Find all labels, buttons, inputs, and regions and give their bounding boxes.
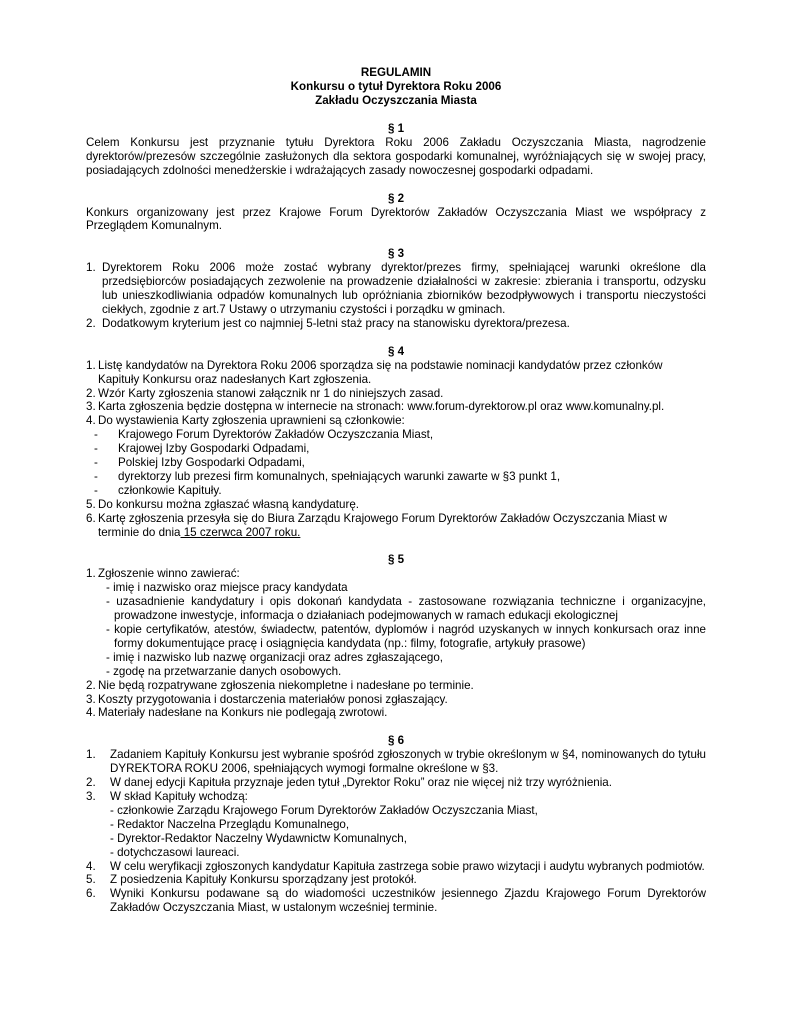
section-4-title: § 4: [387, 344, 405, 358]
list-item-number: 5.: [86, 873, 96, 887]
list-item-number: 4.: [86, 859, 96, 873]
dash-list-item: [86, 442, 706, 456]
list-item: [86, 776, 706, 790]
submission-text: Kartę zgłoszenia przesyła się do Biura Zarządu Krajowego Forum Dyrektorów Zakładów Oczyszczania Miast w terminie do dnia: [98, 511, 667, 539]
document-title: REGULAMIN: [360, 66, 432, 79]
sub-list-item: - członkowie Zarządu Krajowego Forum Dyrektorów Zakładów Oczyszczania Miast,: [110, 803, 538, 817]
deadline-date: 15 czerwca 2007 roku.: [180, 525, 301, 539]
list-item-text: Wyniki Konkursu podawane są do wiadomości uczestników jesiennego Zjazdu Krajowego Forum Dyrektorów Zakładów Oczyszczania Miast, w ustalonym wcześniej terminie.: [110, 887, 706, 915]
list-item: [86, 400, 706, 414]
list-item-text: Zgłoszenie winno zawierać:: [98, 567, 240, 581]
sub-list-item: - dotychczasowi laureaci.: [110, 845, 240, 859]
document-header: [86, 66, 706, 108]
list-item-text: [98, 512, 706, 540]
list-item: [86, 873, 706, 887]
list-item-text: Karta zgłoszenia będzie dostępna w internecie na stronach: www.forum-dyrektorow.pl oraz www.komunalny.pl.: [98, 400, 665, 414]
list-item: [86, 567, 706, 581]
section-6-list: [86, 748, 706, 915]
dash-bullet: -: [94, 483, 98, 497]
dash-list-text: Polskiej Izby Gospodarki Odpadami,: [118, 456, 305, 470]
section-1-title: § 1: [387, 122, 405, 135]
list-item-text: W celu weryfikacji zgłoszonych kandydatur Kapituła zastrzega sobie prawo wizytacji i audytu wybranych podmiotów.: [110, 859, 705, 873]
list-item-number: 1.: [86, 748, 96, 762]
sub-list-item: - kopie certyfikatów, atestów, świadectw, patentów, dyplomów i nagród uzyskanych w innych konkursach oraz inne formy dokumentujące pracę i osiągnięcia kandydata (np.: filmy, fotografie, artykuły prasowe): [106, 623, 706, 650]
list-item-text: Dodatkowym kryterium jest co najmniej 5-letni staż pracy na stanowisku dyrektora/prezesa.: [102, 316, 570, 330]
list-item-text: Wzór Karty zgłoszenia stanowi załącznik nr 1 do niniejszych zasad.: [98, 386, 444, 400]
list-item-number: 6.: [86, 887, 96, 901]
list-item: [86, 748, 706, 776]
list-item-text: Dyrektorem Roku 2006 może zostać wybrany dyrektor/prezes firmy, spełniającej warunki określone dla przedsiębiorców posiadających zezwolenie na prowadzenie działalności w zakresie: zbierania i transportu, odzysku lub unieszkodliwiania odpadów komunalnych lub opróżniania zbiorników bezodpływowych i transportu nieczystości ciekłych, zgodnie z art.7 Ustawy o utrzymaniu czystości i porządku w gminach.: [102, 261, 706, 316]
list-item-text: Koszty przygotowania i dostarczenia materiałów ponosi zgłaszający.: [98, 692, 448, 706]
dash-list-item: [86, 470, 706, 484]
list-item-number: 6.: [86, 511, 96, 525]
list-item: [86, 860, 706, 874]
list-item-text: W danej edycji Kapituła przyznaje jeden tytuł „Dyrektor Roku” oraz nie więcej niż trzy wyróżnienia.: [110, 776, 612, 790]
document-page: [86, 66, 706, 915]
list-item: [86, 414, 706, 428]
list-item: [86, 317, 706, 331]
list-item-number: 1.: [86, 567, 96, 581]
list-item: [86, 706, 706, 720]
list-item-text: Do konkursu można zgłaszać własną kandydaturę.: [98, 497, 359, 511]
list-item-number: 1.: [86, 261, 96, 275]
section-3-title: § 3: [387, 247, 405, 261]
list-item-text: Materiały nadesłane na Konkurs nie podlegają zwrotowi.: [98, 706, 388, 720]
section-4-list: [86, 359, 706, 540]
list-item: [86, 498, 706, 512]
sub-list-item: - imię i nazwisko oraz miejsce pracy kandydata: [106, 581, 348, 595]
list-item-number: 2.: [86, 316, 96, 330]
list-item-number: 2.: [86, 776, 96, 790]
section-5-title: § 5: [387, 553, 405, 567]
list-item-text: Zadaniem Kapituły Konkursu jest wybranie spośród zgłoszonych w trybie określonym w §4, nominowanych do tytułu DYREKTORA ROKU 2006, spełniających wymogi formalne określone w §3.: [110, 748, 706, 776]
dash-list-text: członkowie Kapituły.: [118, 483, 222, 497]
section-2-text: Konkurs organizowany jest przez Krajowe Forum Dyrektorów Zakładów Oczyszczania Miast we współpracy z Przeglądem Komunalnym.: [86, 205, 706, 233]
list-item-number: 4.: [86, 706, 96, 720]
list-item: [86, 679, 706, 693]
list-item-number: 2.: [86, 386, 96, 400]
section-1-text: Celem Konkursu jest przyznanie tytułu Dyrektora Roku 2006 Zakładu Oczyszczania Miasta, nagrodzenie dyrektorów/prezesów szczególnie zasłużonych dla sektora gospodarki komunalnej, wyróżniających się w swojej pracy, posiadających zdolności menedżerskie i wdrażających zasady nowoczesnej gospodarki odpadami.: [86, 135, 706, 177]
section-6-title: § 6: [387, 734, 405, 748]
section-2-title: § 2: [387, 191, 405, 205]
list-item-number: 4.: [86, 414, 96, 428]
sub-list-item: - zgodę na przetwarzanie danych osobowych.: [106, 664, 342, 678]
document-subtitle: Konkursu o tytuł Dyrektora Roku 2006: [290, 80, 502, 93]
dash-list-item: [86, 428, 706, 442]
list-item: [86, 790, 706, 804]
list-item-text: Listę kandydatów na Dyrektora Roku 2006 sporządza się na podstawie nominacji kandydatów przez członków Kapituły Konkursu oraz nadesłanych Kart zgłoszenia.: [98, 358, 663, 386]
document-subtitle-2: Zakładu Oczyszczania Miasta: [315, 94, 477, 107]
section-3-list: [86, 261, 706, 331]
dash-list-item: [86, 484, 706, 498]
list-item-number: 2.: [86, 678, 96, 692]
section-5-list: [86, 567, 706, 720]
list-item-number: 1.: [86, 358, 96, 372]
dash-bullet: -: [94, 456, 98, 470]
dash-bullet: -: [94, 442, 98, 456]
list-item: [86, 512, 706, 540]
dash-list-text: Krajowej Izby Gospodarki Odpadami,: [118, 442, 310, 456]
sub-list-item: - Dyrektor-Redaktor Naczelny Wydawnictw Komunalnych,: [110, 831, 407, 845]
list-item: [86, 387, 706, 401]
sub-list-item: - imię i nazwisko lub nazwę organizacji oraz adres zgłaszającego,: [106, 650, 444, 664]
dash-list-item: [86, 456, 706, 470]
sub-list-item: - Redaktor Naczelna Przeglądu Komunalnego,: [110, 817, 350, 831]
list-item-text: Do wystawienia Karty zgłoszenia uprawnieni są członkowie:: [98, 414, 405, 428]
dash-bullet: -: [94, 428, 98, 442]
list-item-text: Z posiedzenia Kapituły Konkursu sporządzany jest protokół.: [110, 873, 417, 887]
list-item: [86, 261, 706, 317]
list-item-number: 5.: [86, 497, 96, 511]
dash-bullet: -: [94, 469, 98, 483]
list-item-text: Nie będą rozpatrywane zgłoszenia niekompletne i nadesłane po terminie.: [98, 678, 474, 692]
list-item: [86, 693, 706, 707]
list-item-number: 3.: [86, 400, 96, 414]
list-item: [86, 887, 706, 915]
list-item-number: 3.: [86, 692, 96, 706]
list-item-number: 3.: [86, 789, 96, 803]
sub-list-item: - uzasadnienie kandydatury i opis dokonań kandydata - zastosowane rozwiązania techniczne i organizacyjne, prowadzone inwestycje, informacja o działaniach podejmowanych w ramach edukacji ekologicznej: [106, 595, 706, 623]
list-item-text: W skład Kapituły wchodzą:: [110, 789, 248, 803]
dash-list-text: Krajowego Forum Dyrektorów Zakładów Oczyszczania Miast,: [118, 428, 434, 442]
dash-list-text: dyrektorzy lub prezesi firm komunalnych, spełniających warunki zawarte w §3 punkt 1,: [118, 469, 561, 483]
list-item: [86, 359, 706, 387]
